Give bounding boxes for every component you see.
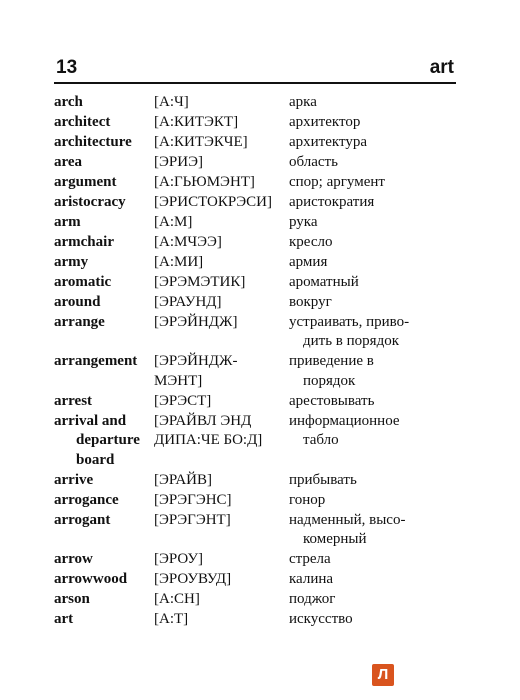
- transcription: [154, 293, 294, 312]
- dictionary-entries: [54, 93, 474, 630]
- headword-line: army: [54, 254, 89, 270]
- headword: [54, 293, 154, 312]
- dictionary-entry: [54, 313, 474, 352]
- headword-line: arrogant: [54, 511, 111, 528]
- translation: [289, 550, 469, 569]
- headword-line: area: [54, 154, 83, 170]
- translation-line: поджог: [289, 590, 336, 607]
- dictionary-entry: [54, 412, 474, 471]
- translation-line: дить в порядок: [303, 333, 399, 350]
- translation: [289, 293, 469, 312]
- translation-line: вокруг: [289, 294, 332, 310]
- translation: [289, 491, 469, 510]
- transcription-line: [ЭРЭЙНДЖ]: [154, 314, 238, 330]
- translation-line: аристократия: [289, 194, 375, 210]
- transcription: [154, 273, 294, 292]
- translation-line: арка: [289, 94, 317, 110]
- transcription-line: [ЭРОУ]: [154, 550, 204, 567]
- headword-line: arson: [54, 590, 90, 607]
- headword: [54, 412, 154, 470]
- dictionary-entry: [54, 153, 474, 173]
- headword: [54, 253, 154, 272]
- headword: [54, 213, 154, 232]
- dictionary-entry: [54, 550, 474, 570]
- transcription-line: [ЭРЭМЭТИК]: [154, 274, 246, 290]
- dictionary-entry: [54, 113, 474, 133]
- headword-line: arrest: [54, 392, 93, 409]
- translation-line: рука: [289, 214, 318, 230]
- translation: [289, 133, 469, 152]
- dictionary-entry: [54, 590, 474, 610]
- dictionary-entry: [54, 173, 474, 193]
- transcription-line: [ЭРЭГЭНС]: [154, 491, 232, 508]
- transcription-line: [ЭРЭСТ]: [154, 392, 212, 409]
- headword: [54, 173, 154, 192]
- transcription-line: МЭНТ]: [154, 372, 203, 389]
- dictionary-entry: [54, 471, 474, 491]
- transcription-line: [А:КИТЭКТ]: [154, 114, 239, 130]
- translation: [289, 610, 469, 629]
- translation-line: надменный, высо-: [289, 511, 406, 528]
- translation-line: информационное: [289, 412, 400, 429]
- translation-line: порядок: [303, 372, 356, 389]
- headword-line: arrange: [54, 314, 105, 330]
- headword: [54, 570, 154, 589]
- translation-line: область: [289, 154, 338, 170]
- translation: [289, 590, 469, 609]
- transcription: [154, 133, 294, 152]
- headword: [54, 233, 154, 252]
- headword-line: aristocracy: [54, 194, 126, 210]
- transcription: [154, 392, 294, 411]
- headword-line: arrival and: [54, 412, 127, 429]
- translation: [289, 273, 469, 292]
- transcription: [154, 491, 294, 510]
- dictionary-entry: [54, 253, 474, 273]
- transcription-line: ДИПА:ЧЕ БО:Д]: [154, 432, 263, 449]
- translation-line: комерный: [303, 530, 367, 547]
- dictionary-entry: [54, 570, 474, 590]
- transcription: [154, 550, 294, 569]
- transcription-line: [ЭРАЙВ]: [154, 471, 212, 488]
- transcription-line: [А:СН]: [154, 590, 200, 607]
- transcription: [154, 412, 294, 451]
- translation: [289, 471, 469, 490]
- translation-line: архитектура: [289, 134, 368, 150]
- transcription-line: [А:ГЬЮМЭНТ]: [154, 174, 255, 190]
- translation: [289, 511, 469, 550]
- translation-line: кресло: [289, 234, 333, 250]
- transcription-line: [ЭРАЙВЛ ЭНД: [154, 412, 252, 429]
- dictionary-entry: [54, 610, 474, 630]
- headword: [54, 93, 154, 112]
- transcription-line: [ЭРОУВУД]: [154, 570, 232, 587]
- translation: [289, 412, 469, 451]
- transcription: [154, 233, 294, 252]
- transcription: [154, 471, 294, 490]
- headword-line: armchair: [54, 234, 114, 250]
- translation: [289, 253, 469, 272]
- translation: [289, 570, 469, 589]
- headword-line: board: [76, 451, 115, 468]
- transcription-line: [ЭРЭГЭНТ]: [154, 511, 231, 528]
- translation: [289, 352, 469, 391]
- header-rule: [54, 82, 456, 84]
- translation-line: приведение в: [289, 353, 374, 370]
- translation: [289, 313, 469, 352]
- transcription: [154, 590, 294, 609]
- transcription-line: [А:КИТЭКЧЕ]: [154, 134, 248, 150]
- translation-line: искусство: [289, 610, 353, 627]
- headword: [54, 352, 154, 371]
- translation: [289, 213, 469, 232]
- translation-line: ароматный: [289, 274, 359, 290]
- translation-line: табло: [303, 432, 339, 449]
- dictionary-entry: [54, 93, 474, 113]
- headword-line: around: [54, 294, 101, 310]
- transcription: [154, 153, 294, 172]
- dictionary-entry: [54, 193, 474, 213]
- translation-line: арестовывать: [289, 392, 375, 409]
- transcription: [154, 193, 294, 212]
- dictionary-entry: [54, 273, 474, 293]
- headword-line: argument: [54, 174, 117, 190]
- dictionary-entry: [54, 293, 474, 313]
- transcription-line: [ЭРАУНД]: [154, 294, 222, 310]
- translation: [289, 233, 469, 252]
- transcription: [154, 113, 294, 132]
- transcription-line: [ЭРИСТОКРЭСИ]: [154, 194, 272, 210]
- headword-line: arm: [54, 214, 81, 230]
- page-number: 13: [56, 57, 78, 78]
- transcription: [154, 610, 294, 629]
- translation: [289, 173, 469, 192]
- dictionary-entry: [54, 233, 474, 253]
- dictionary-entry: [54, 352, 474, 391]
- dictionary-entry: [54, 511, 474, 550]
- headword-line: architect: [54, 114, 111, 130]
- dictionary-entry: [54, 491, 474, 511]
- translation: [289, 153, 469, 172]
- dictionary-entry: [54, 213, 474, 233]
- headword: [54, 392, 154, 411]
- headword: [54, 590, 154, 609]
- headword-line: arch: [54, 94, 83, 110]
- page-header: [54, 56, 456, 84]
- transcription-line: [ЭРИЭ]: [154, 154, 203, 170]
- translation-line: прибывать: [289, 471, 357, 488]
- transcription-line: [А:Ч]: [154, 94, 189, 110]
- headword-line: arrogance: [54, 491, 119, 508]
- translation: [289, 193, 469, 212]
- transcription: [154, 93, 294, 112]
- headword: [54, 113, 154, 132]
- translation-line: калина: [289, 570, 334, 587]
- headword-line: arrowwood: [54, 570, 128, 587]
- translation: [289, 113, 469, 132]
- headword: [54, 313, 154, 332]
- transcription: [154, 213, 294, 232]
- transcription-line: [А:МЧЭЭ]: [154, 234, 222, 250]
- transcription-line: [А:Т]: [154, 610, 189, 627]
- headword-line: arrangement: [54, 353, 138, 370]
- transcription-line: [А:МИ]: [154, 254, 204, 270]
- headword-line: art: [54, 610, 74, 627]
- dictionary-entry: [54, 392, 474, 412]
- transcription-line: [ЭРЭЙНДЖ-: [154, 353, 238, 370]
- headword: [54, 610, 154, 629]
- transcription: [154, 253, 294, 272]
- translation-line: армия: [289, 254, 328, 270]
- publisher-logo: [372, 664, 394, 686]
- headword: [54, 193, 154, 212]
- headword: [54, 550, 154, 569]
- translation-line: спор; аргумент: [289, 174, 385, 190]
- transcription: [154, 313, 294, 332]
- headword-line: architecture: [54, 134, 132, 150]
- translation: [289, 93, 469, 112]
- headword-line: departure: [76, 432, 140, 449]
- transcription: [154, 352, 294, 391]
- headword-line: aromatic: [54, 274, 112, 290]
- headword: [54, 511, 154, 530]
- guide-word: art: [429, 57, 454, 78]
- translation-line: стрела: [289, 550, 331, 567]
- headword-line: arrive: [54, 471, 94, 488]
- headword: [54, 273, 154, 292]
- translation-line: устраивать, приво-: [289, 314, 410, 330]
- transcription: [154, 511, 294, 530]
- headword: [54, 491, 154, 510]
- headword: [54, 133, 154, 152]
- translation-line: архитектор: [289, 114, 361, 130]
- transcription-line: [А:М]: [154, 214, 193, 230]
- dictionary-entry: [54, 133, 474, 153]
- translation: [289, 392, 469, 411]
- headword: [54, 153, 154, 172]
- publisher-logo-glyph: Л: [377, 666, 389, 683]
- translation-line: гонор: [289, 491, 326, 508]
- transcription: [154, 173, 294, 192]
- transcription: [154, 570, 294, 589]
- headword: [54, 471, 154, 490]
- headword-line: arrow: [54, 550, 93, 567]
